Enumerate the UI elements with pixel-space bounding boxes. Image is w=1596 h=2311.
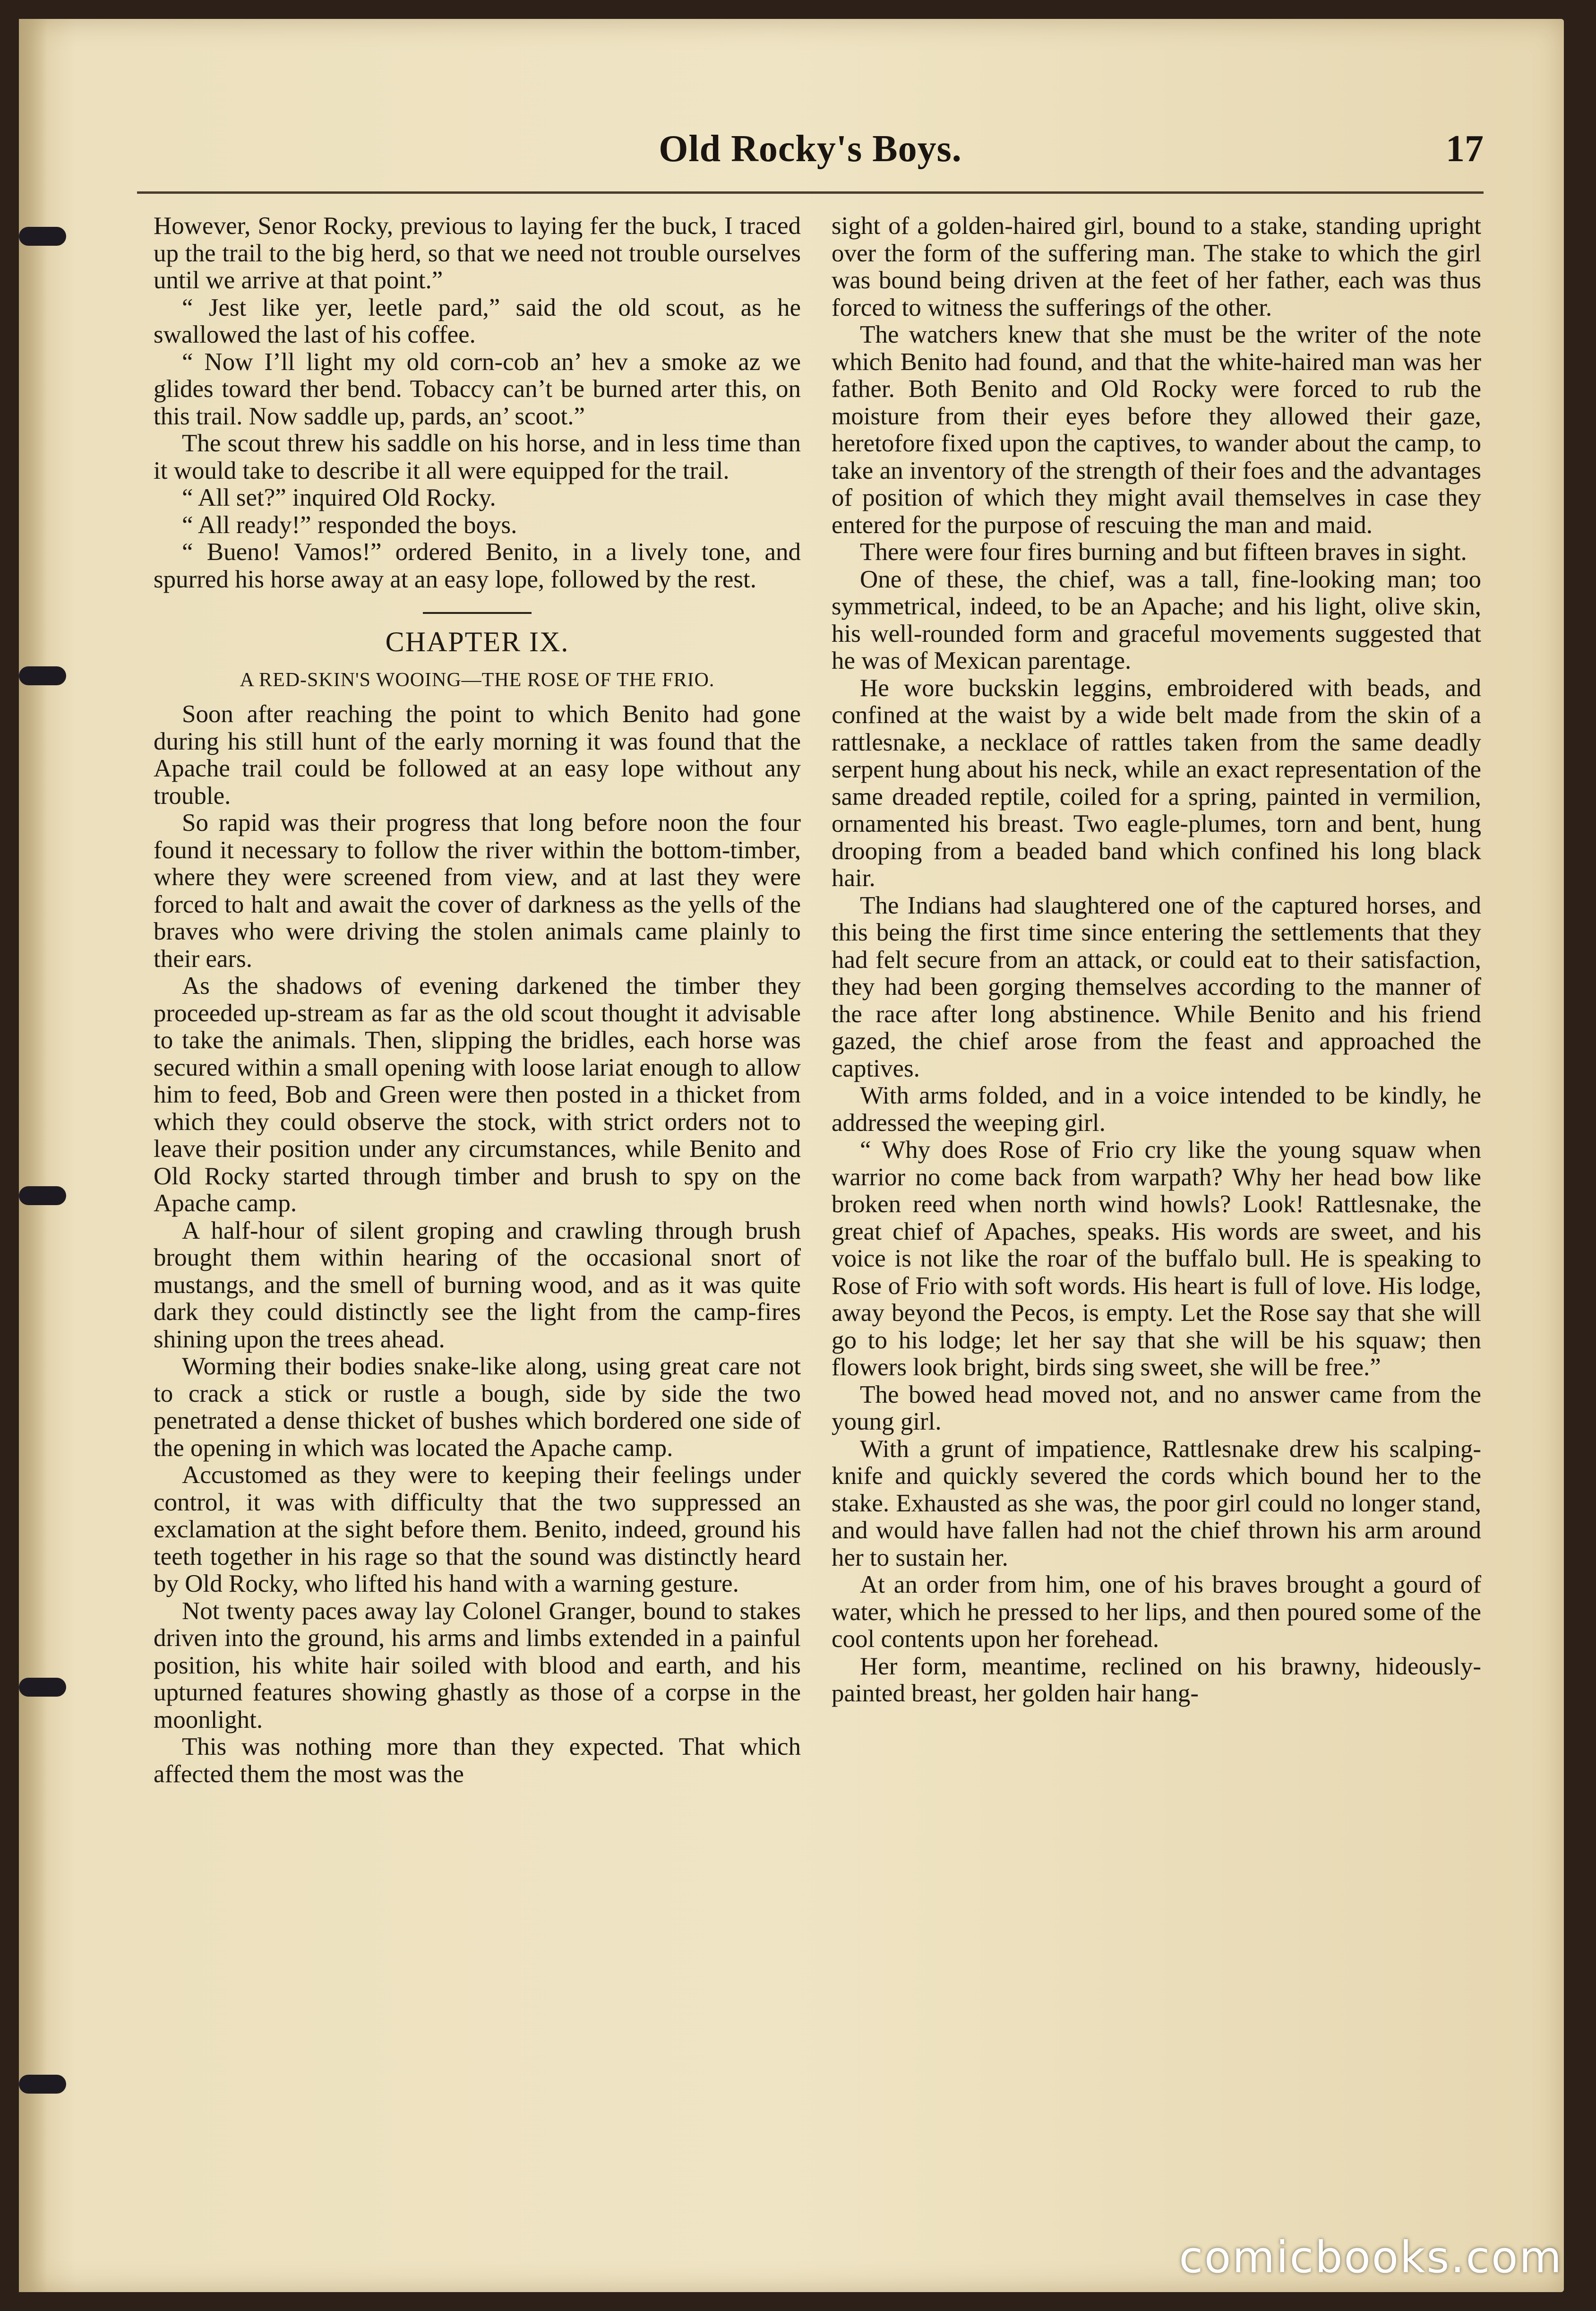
left-column: [154, 213, 801, 1788]
chapter-title: CHAPTER IX.: [385, 626, 569, 657]
paragraph: A half-hour of silent groping and crawling through brush brought them within hearing of the occasional snort of mustangs, and the smell of burning wood, and as it was quite dark they could distinctly see the light from the camp-fires shining upon the trees ahead.: [154, 1216, 801, 1353]
paragraph: Accustomed as they were to keeping their feelings under control, it was with difficulty that the two suppressed an exclamation at the sight before them. Benito, indeed, ground his teeth together in his rage so that the sound was distinctly heard by Old Rocky, who lifted his hand with a warning gesture.: [154, 1461, 801, 1597]
paragraph: However, Senor Rocky, previous to laying fer the buck, I traced up the trail to the big herd, so that we need not trouble ourselves until we arrive at that point.”: [154, 212, 801, 294]
running-title: Old Rocky's Boys.: [659, 128, 962, 170]
paragraph: “ Now I’ll light my old corn-cob an’ hev a smoke az we glides toward ther bend. Tobaccy can’t be burned arter this, on this trail. Now saddle up, pards, an’ scoot.”: [154, 348, 801, 430]
paragraph: The watchers knew that she must be the writer of the note which Benito had found, and that the white-haired man was her father. Both Benito and Old Rocky were forced to rub the moisture from their eyes before they allowed their gaze, heretofore fixed upon the captives, to wander about the camp, to take an inventory of the strength of their foes and the advantages of position of which they might avail themselves in case they entered for the purpose of rescuing the man and maid.: [832, 321, 1481, 539]
running-header: [137, 118, 1484, 184]
paragraph: He wore buckskin leggins, embroidered with beads, and confined at the waist by a wide belt made from the skin of a rattlesnake, a necklace of rattles taken from the same deadly serpent hung about his neck, while an exact representation of the same dreaded reptile, coiled for a spring, painted in vermilion, ornamented his breast. Two eagle-plumes, torn and bent, hung drooping from a beaded band which confined his long black hair.: [832, 674, 1481, 892]
staple-hole: [19, 227, 66, 246]
section-divider: [423, 612, 532, 614]
staple-hole: [19, 1186, 66, 1205]
paragraph: So rapid was their progress that long before noon the four found it necessary to follow the river within the bottom-timber, where they were screened from view, and at last they were forced to halt and await the cover of darkness as the yells of the braves who were driving the stolen animals came plainly to their ears.: [154, 809, 801, 973]
page-binding-edge: [19, 19, 47, 2292]
paragraph: “ Why does Rose of Frio cry like the young squaw when warrior no come back from warpath? Why her head bow like broken reed when north wind howls? Look! Rattlesnake, the great chief of Apaches, speaks. His words are sweet, and his voice is not like the roar of the buffalo bull. He is speaking to Rose of Frio with soft words. His heart is full of love. His lodge, away beyond the Pecos, is empty. Let the Rose say that she will go to his lodge; let her say that she will be his squaw; then flowers look bright, birds sing sweet, she will be free.”: [832, 1136, 1481, 1381]
paragraph: “ All set?” inquired Old Rocky.: [182, 484, 496, 511]
paragraph: With a grunt of impatience, Rattlesnake drew his scalping-knife and quickly severed the cords which bound her to the stake. Exhausted as she was, the poor girl could no longer stand, and would have fallen had not the chief thrown his arm around her to sustain her.: [832, 1435, 1481, 1571]
paragraph: Soon after reaching the point to which Benito had gone during his still hunt of the early morning it was found that the Apache trail could be followed at an easy lope without any trouble.: [154, 700, 801, 810]
staple-hole: [19, 1678, 66, 1697]
page-number: 17: [1446, 128, 1484, 170]
watermark: comicbooks.com: [1179, 2232, 1563, 2283]
paragraph: The bowed head moved not, and no answer came from the young girl.: [832, 1380, 1481, 1435]
paragraph: The scout threw his saddle on his horse, and in less time than it would take to describe it all were equipped for the trail.: [154, 430, 801, 484]
paragraph: There were four fires burning and but fifteen braves in sight.: [860, 538, 1467, 566]
paragraph: “ Bueno! Vamos!” ordered Benito, in a lively tone, and spurred his horse away at an easy lope, followed by the rest.: [154, 538, 801, 593]
paragraph: sight of a golden-haired girl, bound to a stake, standing upright over the form of the suffering man. The stake to which the girl was bound being driven at the feet of her father, each was thus forced to witness the sufferings of the other.: [832, 212, 1481, 321]
staple-hole: [19, 666, 66, 685]
paragraph: The Indians had slaughtered one of the captured horses, and this being the first time since entering the settlements that they had felt secure from an attack, or could eat to their satisfaction, they had been gorging themselves according to the manner of the race after long abstinence. While Benito and his friend gazed, the chief arose from the feast and approached the captives.: [832, 891, 1481, 1082]
header-rule: [137, 191, 1484, 194]
paragraph: As the shadows of evening darkened the timber they proceeded up-stream as far as the old scout thought it advisable to take the animals. Then, slipping the bridles, each horse was secured within a small opening with loose lariat enough to allow him to feed, Bob and Green were then posted in a thicket from which they could observe the stock, with strict orders not to leave their position under any circumstances, while Benito and Old Rocky started through timber and brush to spy on the Apache camp.: [154, 972, 801, 1217]
paragraph: With arms folded, and in a voice intended to be kindly, he addressed the weeping girl.: [832, 1082, 1481, 1137]
staple-hole: [19, 2075, 66, 2094]
paragraph: This was nothing more than they expected. That which affected them the most was the: [154, 1733, 801, 1788]
paragraph: “ All ready!” responded the boys.: [182, 511, 517, 539]
paragraph: At an order from him, one of his braves brought a gourd of water, which he pressed to her lips, and then poured some of the cool contents upon her forehead.: [832, 1571, 1481, 1653]
paragraph: Not twenty paces away lay Colonel Granger, bound to stakes driven into the ground, his arms and limbs extended in a painful position, his white hair soiled with blood and earth, and his upturned features showing ghastly as those of a corpse in the moonlight.: [154, 1597, 801, 1733]
paragraph: One of these, the chief, was a tall, fine-looking man; too symmetrical, indeed, to be an Apache; and his light, olive skin, his well-rounded form and graceful movements suggested that he was of Mexican parentage.: [832, 565, 1481, 674]
chapter-subtitle: A RED-SKIN'S WOOING—THE ROSE OF THE FRIO.: [240, 669, 715, 691]
paragraph: “ Jest like yer, leetle pard,” said the old scout, as he swallowed the last of his coffee.: [154, 293, 801, 348]
paragraph: Worming their bodies snake-like along, using great care not to crack a stick or rustle a bough, side by side the two penetrated a dense thicket of bushes which bordered one side of the opening in which was located the Apache camp.: [154, 1353, 801, 1462]
paragraph: Her form, meantime, reclined on his brawny, hideously-painted breast, her golden hair hang-: [832, 1652, 1481, 1707]
right-column: [832, 213, 1481, 1707]
